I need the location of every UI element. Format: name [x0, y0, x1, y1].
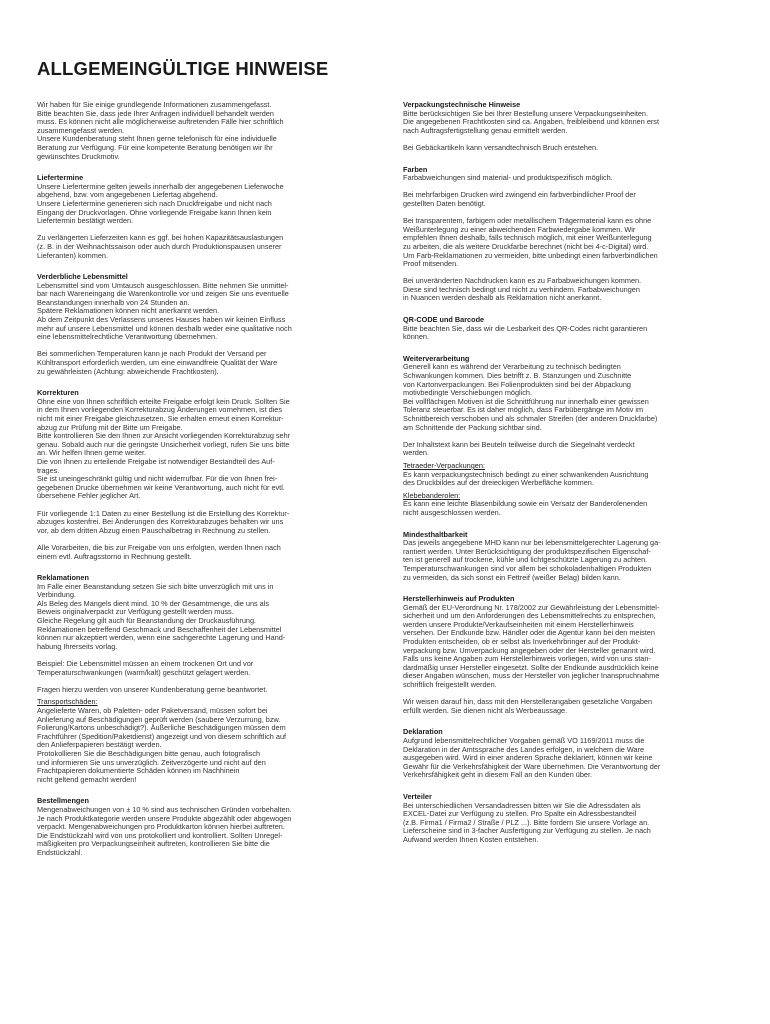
section-heading: Verteiler [403, 791, 432, 801]
section-tetraeder-verpackungen [403, 462, 739, 488]
section-mindesthaltbarkeit [403, 531, 739, 583]
section-korrekturen [37, 389, 373, 561]
left-column [37, 101, 373, 858]
paragraph: Lebensmittel sind vom Umtausch ausgeschlossen. Bitte nehmen Sie unmittel- bar nach Wareneingang die Warenkontrolle vor und zeigen Sie uns eventuelle Beanstandungen innerhalb von 24 Stunden an. Spätere Reklamationen können nicht anerkannt werden. Ab dem Zeitpunkt des Verlassens unseres Hauses haben wir keinen Einfluss mehr auf unsere Lebensmittel und können deshalb weder eine qualitative noch eine lebensmittelrechtliche Verantwortung übernehmen. [37, 280, 292, 342]
section-bestellmengen [37, 797, 373, 857]
paragraph: Es kann eine leichte Blasenbildung sowie ein Versatz der Banderolenenden nicht ausgeschlossen werden. [403, 499, 648, 517]
paragraph: Bei unterschiedlichen Versandadressen bitten wir Sie die Adressdaten als EXCEL-Datei zur Verfügung zu stellen. Pro Spalte ein Adressbestandteil (z.B. Firma1 / Firma2 / Straße / PLZ ...). Bitte fordern Sie unsere Vorlage an. Lieferscheine sind in 3-facher Ausfertigung zur Verfügung zu stellen. Je nach Aufwand werden Ihnen Kosten entstehen. [403, 800, 651, 844]
section-heading: Deklaration [403, 727, 443, 737]
section-weiterverarbeitung [403, 355, 739, 458]
section-deklaration [403, 728, 739, 780]
section-heading: Mindesthaltbarkeit [403, 529, 468, 539]
paragraph: Der Inhaltstext kann bei Beuteln teilweise durch die Siegelnaht verdeckt werden. [403, 439, 635, 458]
section-heading: Weiterverarbeitung [403, 353, 470, 363]
paragraph: Bei mehrfarbigen Drucken wird zwingend ein farbverbindlicher Proof der gestellten Daten benötigt. [403, 190, 636, 208]
section-intro [37, 101, 373, 161]
paragraph: Gemäß der EU-Verordnung Nr. 178/2002 zur Gewährleistung der Lebensmittel- sicherheit und um den Anforderungen des Lebensmittelrechts zu entsprechen, werden unsere Produkte/Verkaufseinheiten mit einem Herstellerhinweis versehen. Der Endkunde bzw. Händler oder die Agentur kann bei den meisten Produkten entscheiden, ob er selbst als Inverkehrbringer auf der Produkt- verpackung bzw. Umverpackung angegeben oder der Hersteller genannt wird. Falls uns keine Angaben zum Herstellerhinweis vorliegen, wird von uns stan- dardmäßig unser Hersteller eingesetzt. Sollte der Endkunde ausdrücklich keine dieser Angaben wünschen, muss der Hersteller von jeglicher Inanspruchnahme schriftlich freigestellt werden. [403, 602, 660, 690]
section-verderbliche-lebensmittel [37, 273, 373, 376]
paragraph: Es kann verpackungstechnisch bedingt zu einer schwankenden Ausrichtung des Druckbildes auf der dreieckigen Werbefläche kommen. [403, 469, 649, 488]
paragraph: Farbabweichungen sind material- und produktspezifisch möglich. [403, 173, 613, 183]
paragraph: Unsere Liefertermine gelten jeweils innerhalb der angegebenen Lieferwoche abgehend, bzw. vom angegebenen Liefertag abgehend. Unsere Liefertermine generieren sich nach Druckfreigabe und nicht nach Eingang der Druckvorlagen. Ohne vorliegende Freigabe kann Ihnen kein Liefertermin bestätigt werden. [37, 181, 284, 226]
section-qr-code-und-barcode [403, 316, 739, 342]
section-heading: Korrekturen [37, 388, 79, 398]
section-subheading: Klebebanderolen: [403, 490, 461, 500]
paragraph: Beispiel: Die Lebensmittel müssen an einem trockenen Ort und vor Temperaturschwankungen (warm/kalt) geschützt gelagert werden. [37, 659, 254, 677]
paragraph: Fragen hierzu werden von unserer Kundenberatung gerne beantwortet. [37, 684, 268, 694]
section-heading: Reklamationen [37, 573, 89, 583]
paragraph: Bitte berücksichtigen Sie bei Ihrer Bestellung unsere Verpackungseinheiten. Die angegebenen Frachtkosten sind ca. Angaben, freibleibend und können erst nach Auftragsfertigstellung genau ermittelt werden. [403, 108, 659, 135]
paragraph: Mengenabweichungen von ± 10 % sind aus technischen Gründen vorbehalten. Je nach Produktkategorie werden unsere Produkte abgezählt oder abgewogen verpackt. Mengenabweichungen pro Produktkarton können hierbei auftreten. Die Endstückzahl wird von uns protokolliert und kontrolliert. Sollten Unregel- mäßigkeiten pro Verpackungseinheit auftreten, kontrollieren Sie bitte die Endstückzahl. [37, 804, 292, 857]
section-farben [403, 166, 739, 304]
paragraph: Wir weisen darauf hin, dass mit den Herstellerangaben gesetzliche Vorgaben erfüllt werden. Sie dienen nicht als Werbeaussage. [403, 697, 653, 715]
paragraph: Bei sommerlichen Temperaturen kann je nach Produkt der Versand per Kühltransport erforderlich werden, um eine einwandfreie Qualität der Ware zu gewährleisten (Achtung: abweichende Frachtkosten). [37, 349, 278, 376]
section-heading: Verderbliche Lebensmittel [37, 272, 128, 282]
paragraph: Bei Gebäckartikeln kann versandtechnisch Bruch entstehen. [403, 142, 599, 152]
section-reklamationen [37, 574, 373, 694]
section-transportschaeden [37, 698, 373, 784]
page-title: ALLGEMEINGÜLTIGE HINWEISE [37, 58, 329, 79]
section-heading: Verpackungstechnische Hinweise [403, 100, 521, 109]
section-herstellerhinweis-auf-produkten [403, 595, 739, 715]
paragraph: Zu verlängerten Lieferzeiten kann es ggf. bei hohen Kapazitätsauslastungen (z. B. in der Weihnachtssaison oder auch durch Produktionspausen unserer Lieferanten) kommen. [37, 233, 284, 260]
section-subheading: Transportschäden: [37, 697, 98, 707]
section-heading: Bestellmengen [37, 796, 89, 806]
paragraph: Aufgrund lebensmittelrechtlicher Vorgaben gemäß VO 1169/2011 muss die Deklaration in der Amtssprache des Landes erfolgen, in welchem die Ware ausgegeben wird. Wird in einer anderen Sprache deklariert, können wir keine Gewähr für die Verkehrsfähigkeit der Ware übernehmen. Die Verantwortung der Verkehrsfähigkeit geht in diesem Fall an den Kunden über. [403, 736, 661, 780]
paragraph: Angelieferte Waren, ob Paletten- oder Paketversand, müssen sofort bei Anlieferung auf Beschädigungen geprüft werden (saubere Verzurrung, bzw. Folierung/Kartons unbeschädigt?). Äußerliche Beschädigungen müssen dem Frachtführer (Spedition/Paketdienst) angezeigt und von diesem schriftlich auf den Anlieferpapieren bestätigt werden. Protokollieren Sie die Beschädigungen bitte genau, auch fotografisch und informieren Sie uns unverzüglich. Zeitverzögerte und nicht auf den Frachtpapieren dokumentierte Schäden können im Nachhinein nicht geltend gemacht werden! [37, 706, 287, 784]
right-column [403, 101, 739, 845]
section-subheading: Tetraeder-Verpackungen: [403, 460, 485, 470]
section-heading: QR-CODE und Barcode [403, 315, 485, 325]
paragraph: Bei unveränderten Nachdrucken kann es zu Farbabweichungen kommen. Diese sind technisch bedingt und nicht zu verhindern. Farbabweichungen in Nuancen werden deshalb als Reklamation nicht anerkannt. [403, 276, 642, 303]
section-heading: Herstellerhinweis auf Produkten [403, 594, 515, 604]
section-liefertermine [37, 174, 373, 260]
section-verpackungstechnische-hinweise [403, 101, 739, 153]
paragraph: Generell kann es während der Verarbeitung zu technisch bedingten Schwankungen kommen. Dies betrifft z. B. Stanzungen und Zuschnitte von Kartonverpackungen. Bei Folienprodukten sind bei der Abpackung motivbedingte Verschiebungen möglich. Bei vollflächigen Motiven ist die Schnittführung nur innerhalb einer gewissen Toleranz steuerbar. Es ist daher möglich, dass Farbübergänge im Motiv im Schnittbereich verschoben und als schmaler Streifen (der anderen Druckfarbe) am Schnittende der Packung sichtbar sind. [403, 362, 658, 432]
paragraph: Bei transparentem, farbigem oder metallischem Trägermaterial kann es ohne Weißunterlegung zu einer abweichenden Farbwiedergabe kommen. Wir empfehlen Ihnen deshalb, falls technisch möglich, mit einer Weißunterlegung zu arbeiten, die als weitere Druckfarbe berechnet (nicht bei 4-c-Digital) wird. Um Farb-Reklamationen zu vermeiden, bitte unbedingt einen farbverbindlichen Proof mitsenden. [403, 216, 658, 269]
section-verteiler [403, 793, 739, 845]
paragraph: Alle Vorarbeiten, die bis zur Freigabe von uns erfolgten, werden Ihnen nach einem evtl. Auftragsstorno in Rechnung gestellt. [37, 542, 281, 561]
section-heading: Liefertermine [37, 173, 84, 183]
section-klebebanderolen [403, 492, 739, 518]
paragraph: Im Falle einer Beanstandung setzen Sie sich bitte unverzüglich mit uns in Verbindung. Als Beleg des Mangels dient mind. 10 % der Gesamtmenge, die uns als Beweis originalverpackt zur Verfügung gestellt werden muss. Gleiche Regelung gilt auch für Beanstandung der Druckausführung. Reklamationen betreffend Geschmack und Beschaffenheit der Lebensmittel können nur akzeptiert werden, wenn eine sachgerechte Lagerung und Hand- habung Ihrerseits vorlag. [37, 581, 286, 651]
paragraph: Für vorliegende 1:1 Daten zu einer Bestellung ist die Erstellung des Korrektur- abzuges kostenfrei. Bei Änderungen des Korrekturabzuges behalten wir uns vor, ab dem dritten Abzug einen Pauschalbetrag in Rechnung zu stellen. [37, 508, 290, 535]
paragraph: Das jeweils angegebene MHD kann nur bei lebensmittelgerechter Lagerung ga- rantiert werden. Unter Berücksichtigung der produktspezifischen Eigenschaf- ten ist generell auf trockene, kühle und lichtgeschützte Lagerung zu achten. Temperaturschwankungen sind vor allem bei schokoladenhaltigen Produkten zu vermeiden, da sich sonst ein Fettreif (weißer Belag) bilden kann. [403, 538, 661, 582]
section-heading: Farben [403, 164, 428, 174]
paragraph: Ohne eine von Ihnen schriftlich erteilte Freigabe erfolgt kein Druck. Sollten Sie in dem Ihnen vorliegenden Korrekturabzug Änderungen vornehmen, ist dies nicht mit einer Freigabe gleichzusetzen. Sie erhalten erneut einen Korrektur- abzug zur Prüfung mit der Bitte um Freigabe. Bitte kontrollieren Sie den Ihnen zur Ansicht vorliegenden Korrekturabzug sehr genau. Sobald auch nur die geringste Unsicherheit vorliegt, rufen Sie uns bitte an. Wir helfen Ihnen gerne weiter. Die von Ihnen zu erteilende Freigabe ist notwendiger Bestandteil des Auf- trages. Sie ist uneingeschränkt gültig und nicht widerrufbar. Für die von Ihnen frei- gegebenen Drucke übernehmen wir keine Verantwortung, auch nicht für evtl. übersehene Fehler jeglicher Art. [37, 396, 291, 501]
paragraph: Bitte beachten Sie, dass wir die Lesbarkeit des QR-Codes nicht garantieren können. [403, 323, 648, 342]
paragraph: Wir haben für Sie einige grundlegende Informationen zusammengefasst. Bitte beachten Sie, dass jede Ihrer Anfragen individuell behandelt werden muss. Es können nicht alle möglicherweise auftretenden Fälle hier schriftlich zusammengefasst werden. Unsere Kundenberatung steht Ihnen gerne telefonisch für eine individuelle Beratung zur Verfügung. Für eine kompetente Beratung benötigen wir Ihr gewünschtes Druckmotiv. [37, 100, 284, 161]
